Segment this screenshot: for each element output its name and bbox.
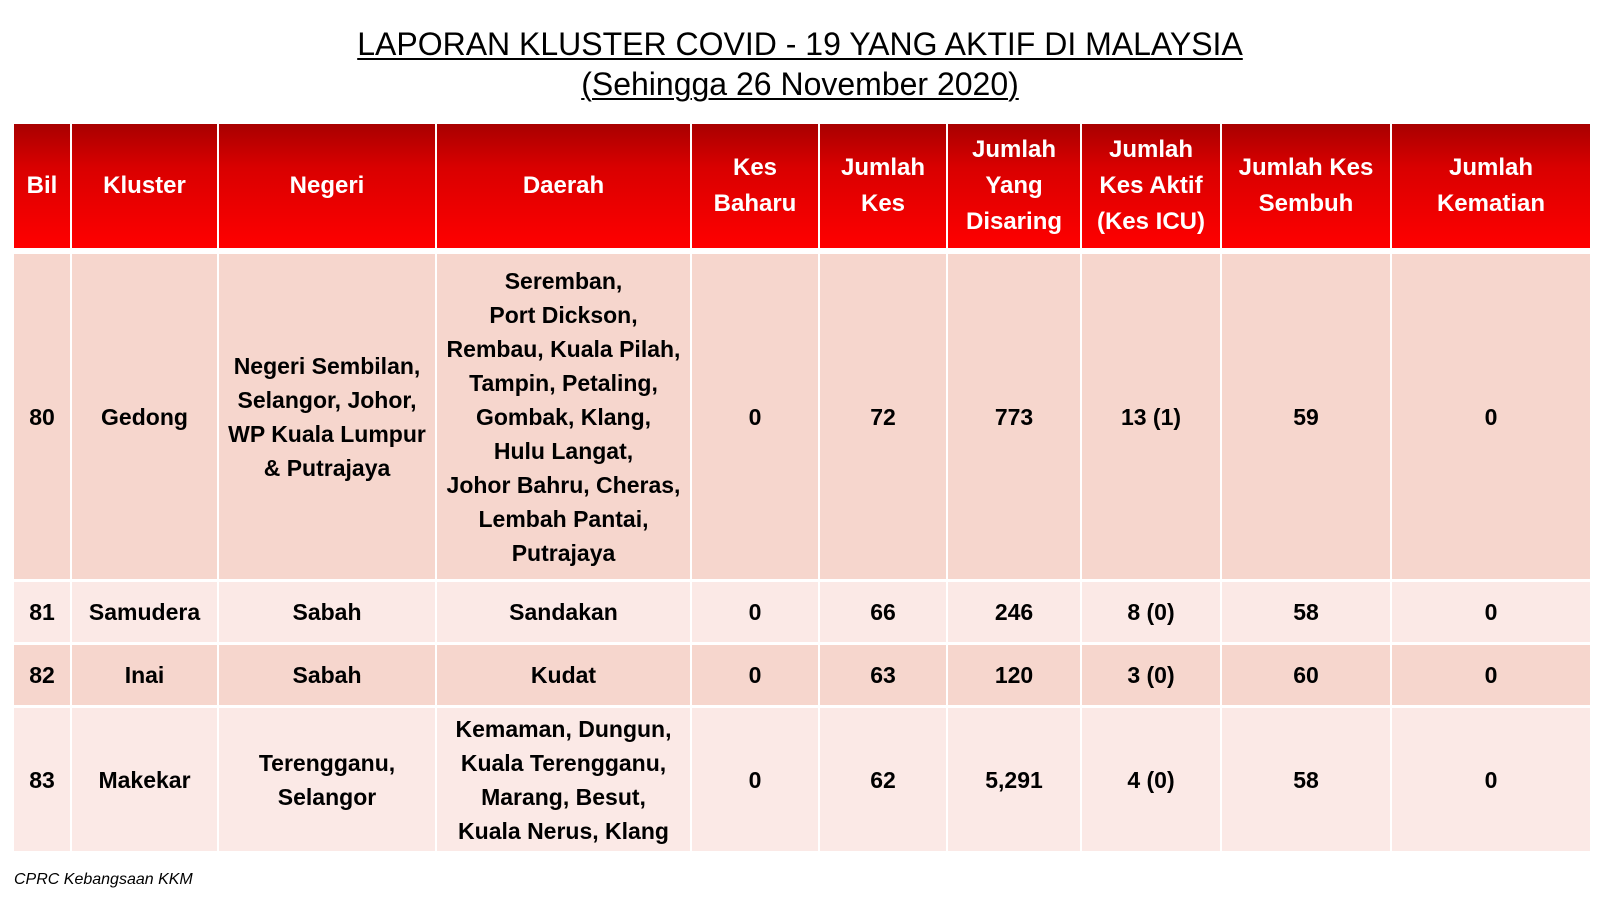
cell-jumlah-kes-aktif: 3 (0) [1082,645,1222,708]
header-kes-baharu: Kes Baharu [692,124,820,254]
report-title [0,24,1600,104]
cell-kluster: Samudera [72,582,219,645]
table-row [14,582,1590,645]
cell-bil: 82 [14,645,72,708]
cell-kes-baharu: 0 [692,708,820,854]
cell-jumlah-kematian: 0 [1392,254,1590,582]
cell-jumlah-kes-aktif: 4 (0) [1082,708,1222,854]
cell-jumlah-kematian: 0 [1392,645,1590,708]
cell-negeri: Sabah [219,645,437,708]
header-kluster: Kluster [72,124,219,254]
cell-daerah: Kemaman, Dungun, Kuala Terengganu, Marang, Besut, Kuala Nerus, Klang [437,708,692,854]
cell-jumlah-kematian: 0 [1392,582,1590,645]
source-footnote: CPRC Kebangsaan KKM [14,871,193,888]
header-jumlah-disaring: Jumlah Yang Disaring [948,124,1082,254]
cell-jumlah-kes: 62 [820,708,948,854]
header-daerah: Daerah [437,124,692,254]
cell-jumlah-disaring: 773 [948,254,1082,582]
cell-negeri: Negeri Sembilan, Selangor, Johor, WP Kuala Lumpur & Putrajaya [219,254,437,582]
table-header [14,124,1590,254]
cell-negeri: Sabah [219,582,437,645]
cell-jumlah-kes-aktif: 8 (0) [1082,582,1222,645]
cell-kluster: Makekar [72,708,219,854]
cell-jumlah-kes: 66 [820,582,948,645]
cell-jumlah-disaring: 246 [948,582,1082,645]
header-negeri: Negeri [219,124,437,254]
table-row [14,708,1590,854]
cell-daerah: Kudat [437,645,692,708]
table-body [14,254,1590,854]
header-jumlah-kes-aktif: Jumlah Kes Aktif (Kes ICU) [1082,124,1222,254]
cell-daerah: Seremban, Port Dickson, Rembau, Kuala Pilah, Tampin, Petaling, Gombak, Klang, Hulu Langat, Johor Bahru, Cheras, Lembah Pantai, Putrajaya [437,254,692,582]
table-row [14,254,1590,582]
cell-jumlah-disaring: 120 [948,645,1082,708]
cell-bil: 83 [14,708,72,854]
cell-bil: 80 [14,254,72,582]
cluster-table-container [14,124,1590,854]
cell-bil: 81 [14,582,72,645]
header-jumlah-kes: Jumlah Kes [820,124,948,254]
cell-jumlah-disaring: 5,291 [948,708,1082,854]
header-row [14,124,1590,254]
report-title-line-2: (Sehingga 26 November 2020) [581,66,1019,102]
cell-kes-baharu: 0 [692,645,820,708]
header-jumlah-kes-sembuh: Jumlah Kes Sembuh [1222,124,1392,254]
cell-negeri: Terengganu, Selangor [219,708,437,854]
cell-kes-baharu: 0 [692,582,820,645]
cell-jumlah-kes-sembuh: 58 [1222,582,1392,645]
cell-jumlah-kes-sembuh: 59 [1222,254,1392,582]
cell-kes-baharu: 0 [692,254,820,582]
cell-kluster: Inai [72,645,219,708]
report-title-line-1: LAPORAN KLUSTER COVID - 19 YANG AKTIF DI MALAYSIA [357,26,1243,62]
header-bil: Bil [14,124,72,254]
cell-daerah: Sandakan [437,582,692,645]
header-jumlah-kematian: Jumlah Kematian [1392,124,1590,254]
cell-jumlah-kes-sembuh: 60 [1222,645,1392,708]
cell-jumlah-kes: 72 [820,254,948,582]
cell-kluster: Gedong [72,254,219,582]
cell-jumlah-kematian: 0 [1392,708,1590,854]
cell-jumlah-kes-aktif: 13 (1) [1082,254,1222,582]
cell-jumlah-kes-sembuh: 58 [1222,708,1392,854]
table-row [14,645,1590,708]
cell-jumlah-kes: 63 [820,645,948,708]
cluster-table [14,124,1590,854]
